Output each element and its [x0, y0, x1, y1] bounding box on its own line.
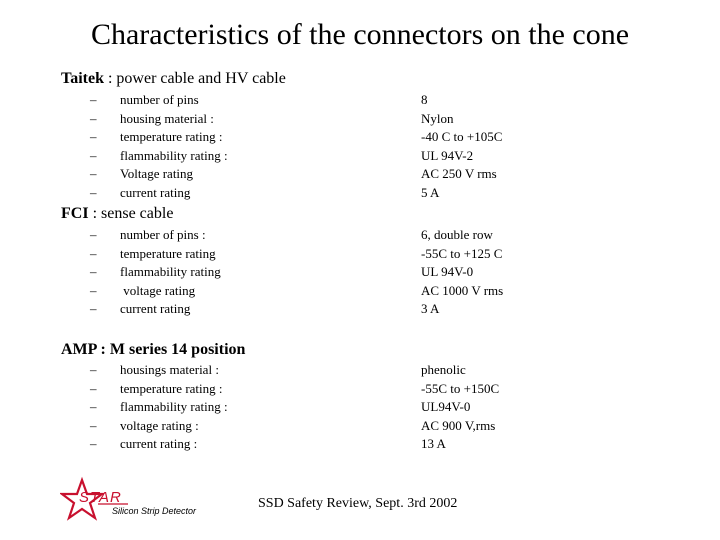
amp-label-list	[90, 361, 228, 454]
item-value: 3 A	[421, 301, 440, 316]
bullet-dash: –	[90, 166, 97, 181]
item-value: Nylon	[421, 110, 454, 126]
bullet-dash: –	[90, 92, 97, 107]
item-value: -40 C to +105C	[421, 129, 503, 144]
section-heading-fci	[61, 204, 173, 224]
bullet-dash: –	[90, 227, 97, 242]
item-label: voltage rating	[120, 282, 196, 298]
item-label: housing material :	[120, 110, 214, 126]
list-item	[90, 435, 228, 454]
taitek-label-list	[90, 91, 228, 202]
list-item	[90, 300, 221, 319]
item-label: flammability rating :	[120, 147, 228, 163]
bullet-dash: –	[90, 264, 97, 279]
taitek-value-list	[421, 91, 502, 202]
list-item	[90, 184, 228, 203]
section-heading-bold: AMP : M series 14 position	[61, 341, 246, 358]
item-value: UL 94V-2	[421, 147, 474, 163]
logo-subtitle: Silicon Strip Detector	[112, 506, 197, 516]
section-heading-amp	[61, 340, 245, 360]
bullet-dash: –	[90, 399, 97, 414]
logo-name: STAR	[79, 489, 122, 506]
item-label: temperature rating :	[120, 129, 223, 144]
bullet-dash: –	[90, 417, 97, 433]
slide-title: Characteristics of the connectors on the cone	[90, 18, 630, 51]
section-heading-rest: : sense cable	[88, 205, 174, 222]
item-value: UL 94V-0	[421, 264, 474, 279]
list-item	[90, 226, 221, 245]
bullet-dash: –	[90, 129, 97, 144]
item-label: current rating	[120, 184, 191, 200]
item-value: 5 A	[421, 184, 440, 200]
item-value: -55C to +125 C	[421, 245, 503, 261]
list-item	[90, 398, 228, 417]
item-value: 8	[421, 92, 428, 107]
item-label: Voltage rating	[120, 166, 194, 181]
item-value: 13 A	[421, 436, 446, 451]
section-heading-rest: : power cable and HV cable	[103, 70, 286, 87]
list-item	[90, 263, 221, 282]
item-value: -55C to +150C	[421, 380, 500, 396]
amp-value-list	[421, 361, 499, 454]
item-label: temperature rating	[120, 245, 216, 261]
section-heading-taitek	[61, 69, 286, 89]
item-label: housings material :	[120, 362, 219, 377]
list-item	[90, 282, 221, 301]
item-label: number of pins :	[120, 227, 206, 242]
item-label: flammability rating :	[120, 399, 228, 414]
item-value: 6, double row	[421, 227, 493, 242]
bullet-dash: –	[90, 436, 97, 451]
section-heading-bold: FCI	[61, 205, 89, 222]
fci-label-list	[90, 226, 221, 319]
list-item	[90, 417, 228, 436]
bullet-dash: –	[90, 147, 97, 163]
list-item	[90, 110, 228, 129]
item-label: temperature rating :	[120, 380, 223, 396]
item-value: AC 250 V rms	[421, 166, 497, 181]
bullet-dash: –	[90, 362, 97, 377]
bullet-dash: –	[90, 282, 97, 298]
item-value: UL94V-0	[421, 399, 471, 414]
item-label: flammability rating	[120, 264, 221, 279]
list-item	[90, 147, 228, 166]
item-label: current rating	[120, 301, 191, 316]
item-value: AC 900 V,rms	[421, 417, 496, 433]
item-value: phenolic	[421, 362, 466, 377]
list-item	[90, 128, 228, 147]
item-label: voltage rating :	[120, 417, 199, 433]
footer-text: SSD Safety Review, Sept. 3rd 2002	[258, 496, 458, 511]
bullet-dash: –	[90, 245, 97, 261]
list-item	[90, 91, 228, 110]
item-value: AC 1000 V rms	[421, 282, 504, 298]
item-label: current rating :	[120, 436, 198, 451]
bullet-dash: –	[90, 301, 97, 316]
bullet-dash: –	[90, 380, 97, 396]
fci-value-list	[421, 226, 503, 319]
bullet-dash: –	[90, 110, 97, 126]
list-item	[90, 380, 228, 399]
list-item	[90, 165, 228, 184]
item-label: number of pins	[120, 92, 199, 107]
list-item	[90, 361, 228, 380]
list-item	[90, 245, 221, 264]
bullet-dash: –	[90, 184, 97, 200]
section-heading-bold: Taitek	[61, 70, 104, 87]
